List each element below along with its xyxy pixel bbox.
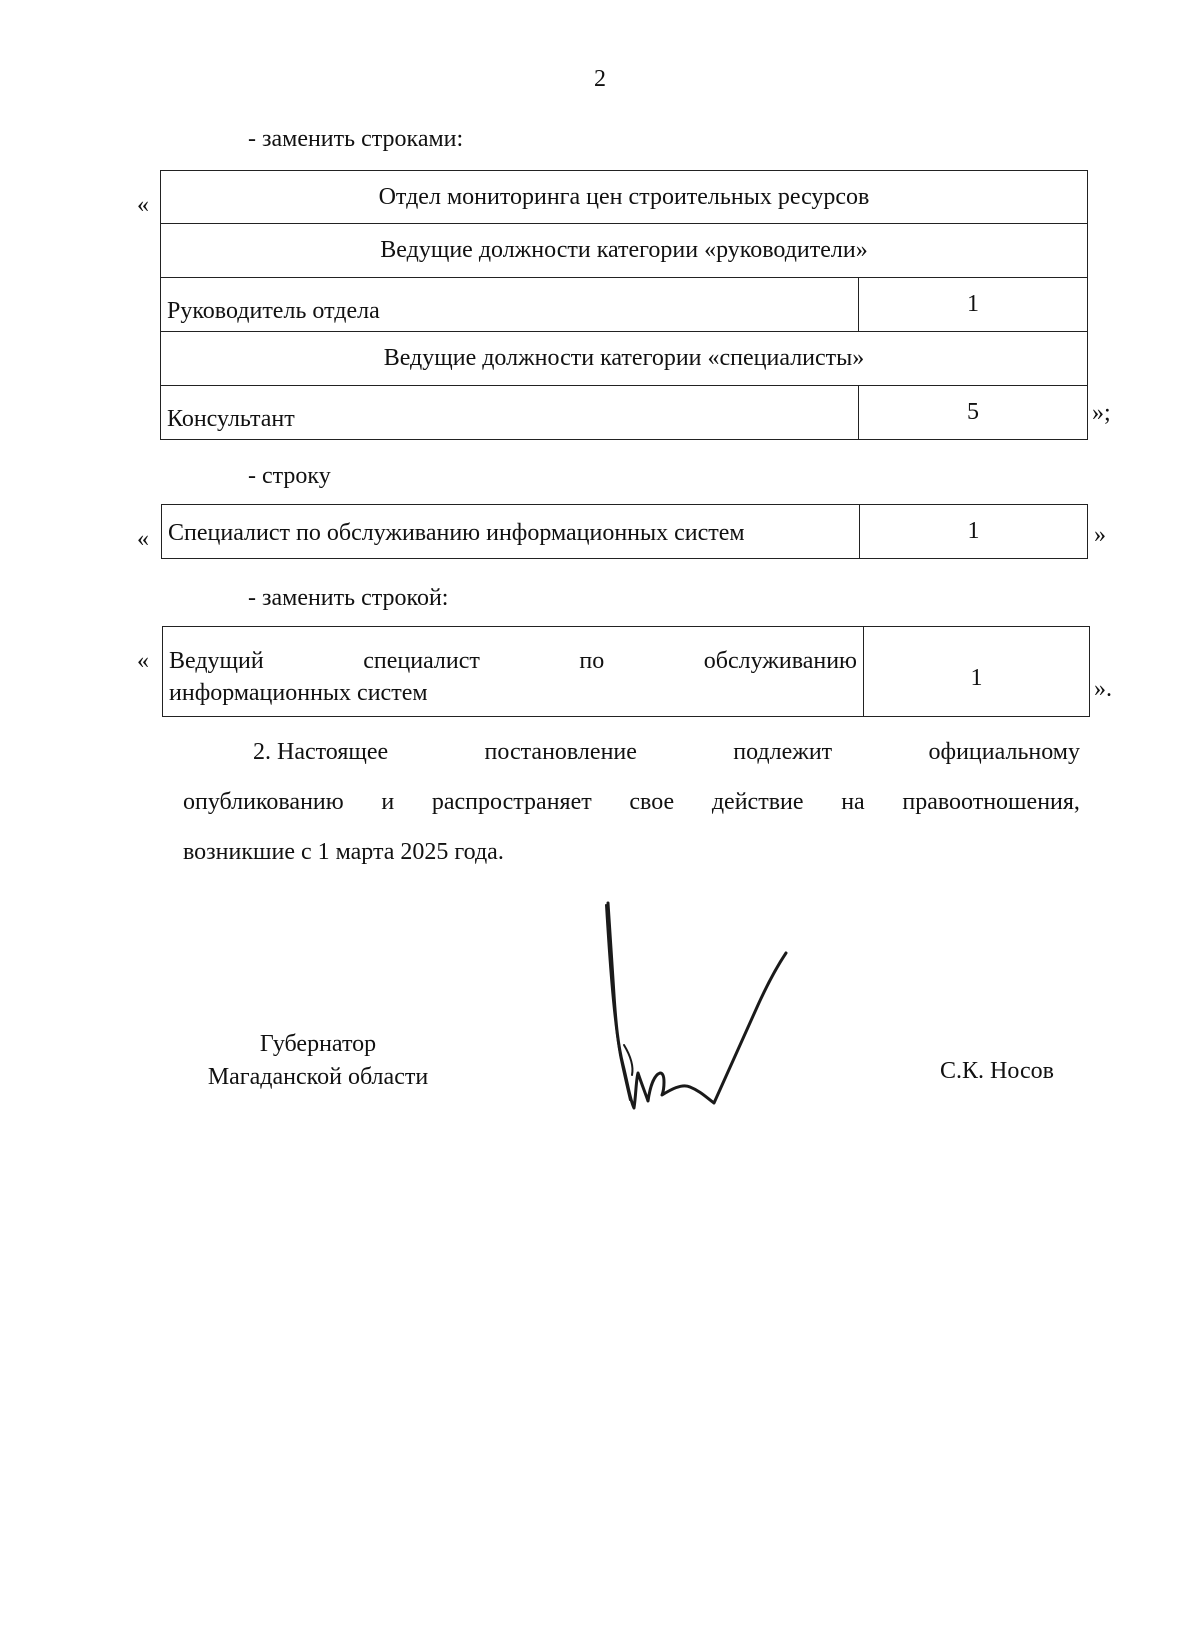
instruction-replace-rows: - заменить строками: [248,126,464,152]
page-number: 2 [594,66,606,92]
word: распространяет [431,789,592,815]
positions-table-new [160,170,1088,440]
quote-open: « [137,526,149,552]
table-row [161,332,1088,386]
category-specialists: Ведущие должности категории «специалисты» [161,332,1088,386]
signatory-title-line-1: Губернатор [259,1031,377,1057]
position-cell [163,627,864,717]
table-row [163,627,1090,717]
instruction-replace-row: - заменить строкой: [248,585,449,611]
count-cell: 1 [864,627,1090,717]
quote-close: ». [1094,676,1112,702]
word: опубликованию [183,789,344,815]
paragraph-line [183,777,1080,827]
word: обслуживанию [703,648,857,674]
word: подлежит [733,739,833,765]
quote-close: »; [1092,400,1111,426]
word: Ведущий [169,648,264,674]
word: специалист [363,648,480,674]
count-cell: 1 [860,505,1088,559]
table-row [161,171,1088,224]
paragraph-line: возникшие с 1 марта 2025 года. [183,839,504,865]
quote-close: » [1094,522,1106,548]
department-title: Отдел мониторинга цен строительных ресурсов [161,171,1088,224]
signatory-title-line-2: Магаданской области [207,1064,429,1090]
handwritten-signature [590,895,820,1120]
count-cell: 1 [859,278,1088,332]
position-cell: Специалист по обслуживанию информационных систем [162,505,860,559]
table-row [161,386,1088,440]
word: правоотношения, [902,789,1080,815]
word: свое [629,789,675,815]
position-cell: Консультант [161,386,859,440]
table-row [162,505,1088,559]
word: по [579,648,605,674]
word: 2. Настоящее [253,739,389,765]
position-line-1 [169,645,857,677]
paragraph-line [183,727,1080,777]
quote-open: « [137,648,149,674]
signatory-title [183,1028,453,1094]
paragraph-2 [183,727,1080,877]
word: и [381,789,395,815]
word: постановление [484,739,637,765]
positions-table-new-row [162,626,1090,717]
quote-open: « [137,192,149,218]
category-heads: Ведущие должности категории «руководители» [161,224,1088,278]
table-row [161,224,1088,278]
position-cell: Руководитель отдела [161,278,859,332]
signatory-name: С.К. Носов [940,1058,1054,1084]
word: официальному [928,739,1080,765]
word: действие [711,789,804,815]
word: на [841,789,865,815]
position-line-2: информационных систем [169,680,428,706]
table-row [161,278,1088,332]
count-cell: 5 [859,386,1088,440]
instruction-row: - строку [248,463,331,489]
positions-table-old-row [161,504,1088,559]
